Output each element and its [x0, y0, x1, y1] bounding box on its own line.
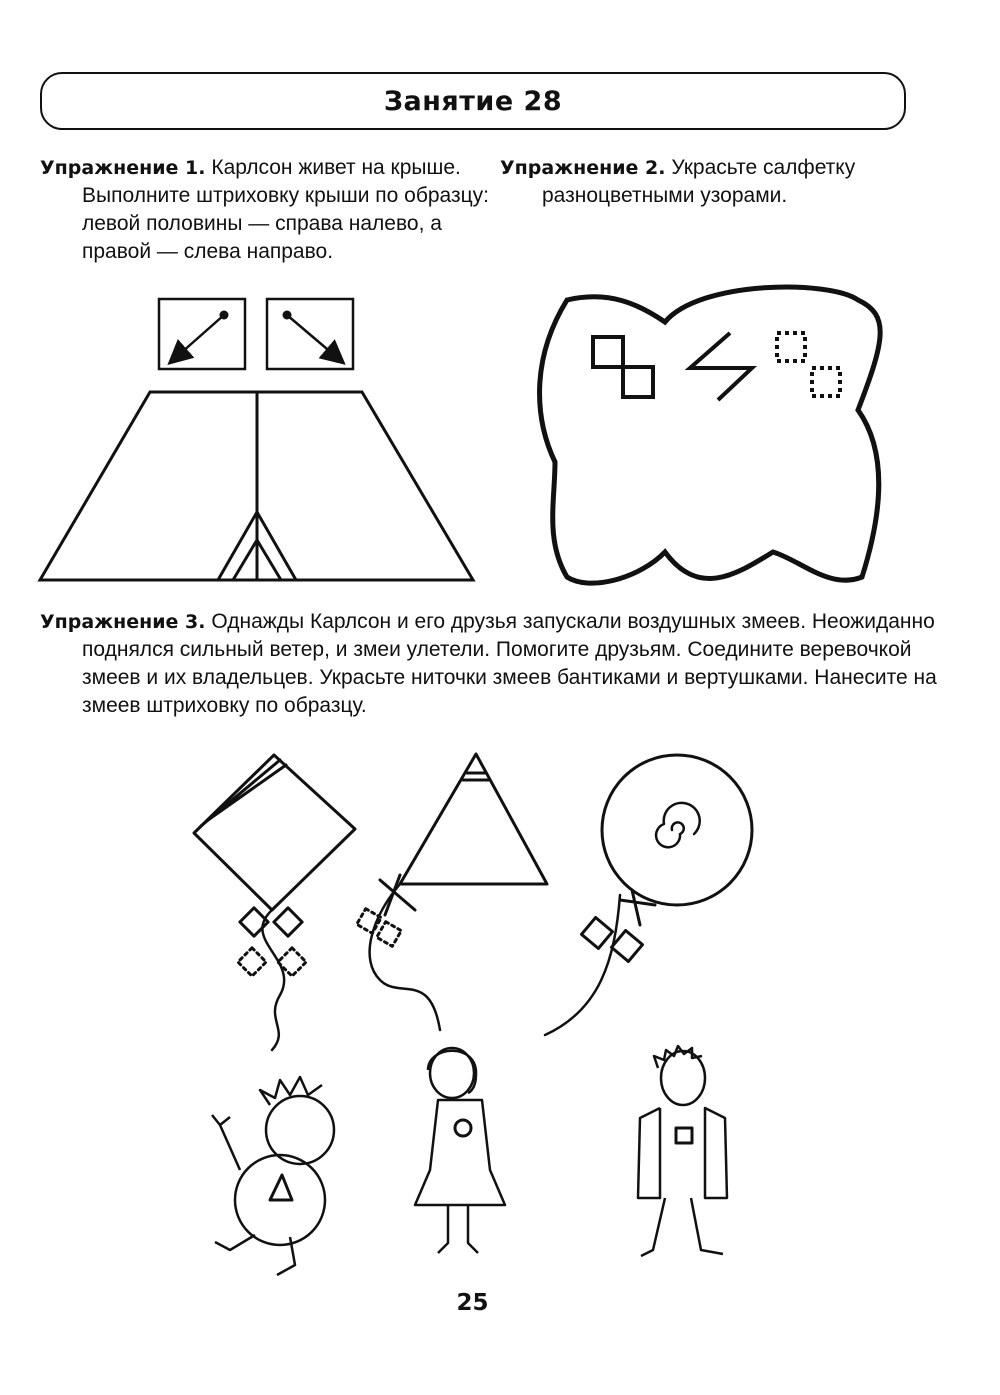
boy-figure [638, 1046, 727, 1256]
hatch-sample-right [267, 299, 353, 369]
exercise-2-instructions [500, 154, 952, 210]
kite-diamond [194, 755, 355, 1050]
exercise-3-text: Однажды Карлсон и его друзья запускали воздушных змеев. Неожиданно поднялся сильный ветер, и змеи улетели. Помогите друзьям. Соедините веревочкой змеев и их владельцев. Украсьте ниточки змеев бантиками и вертушками. Нанесите на змеев штриховку по образцу. [82, 610, 937, 717]
exercise-1-text: Карлсон живет на крыше. Выполните штриховку крыши по образцу: левой половины — справа налево, а правой — слева направо. [82, 156, 489, 263]
exercise-2-text: Украсьте салфетку разноцветными узорами. [542, 156, 856, 207]
hatch-sample-left [159, 299, 245, 369]
napkin-outline [540, 287, 881, 583]
napkin-pattern-squares [593, 337, 653, 397]
lesson-title-box [40, 72, 906, 130]
exercise-3-instructions [40, 608, 952, 720]
exercise-1-instructions [40, 154, 497, 266]
page-number: 25 [456, 1290, 489, 1316]
exercise-1-label: Упражнение 1. [40, 157, 206, 179]
napkin-pattern-zigzag [690, 333, 752, 400]
kite-circle [545, 755, 752, 1035]
girl-figure [415, 1048, 505, 1253]
exercise-2-label: Упражнение 2. [500, 157, 666, 179]
kite-triangle [357, 754, 547, 1030]
exercise-3-label: Упражнение 3. [40, 611, 206, 633]
napkin-pattern-dotted-squares [777, 333, 840, 396]
karlsson-figure [212, 1077, 334, 1275]
roof-outline [40, 392, 473, 580]
lesson-title: Занятие 28 [383, 85, 563, 117]
